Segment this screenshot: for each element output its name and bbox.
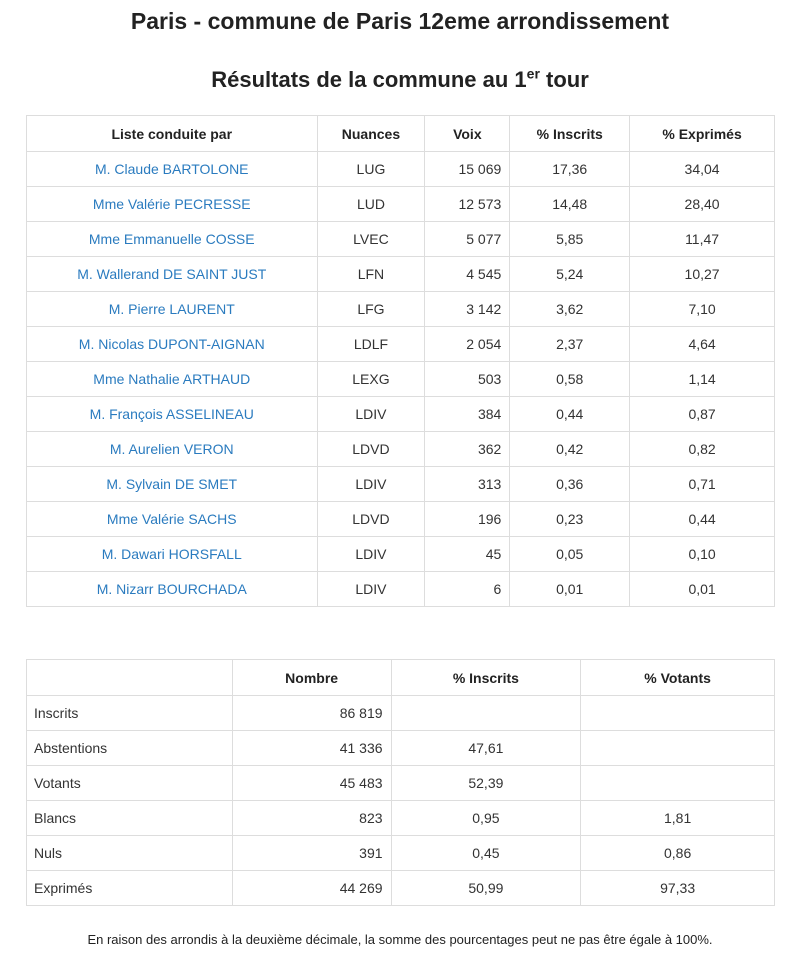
inscrits-cell: 5,85: [510, 222, 630, 257]
header-liste: Liste conduite par: [27, 116, 318, 152]
exprimes-cell: 0,10: [630, 537, 775, 572]
summary-nombre: 44 269: [232, 871, 391, 906]
inscrits-cell: 17,36: [510, 152, 630, 187]
nuance-cell: LEXG: [317, 362, 425, 397]
subtitle-main: Résultats de la commune au 1: [211, 67, 527, 92]
summary-header-inscrits: % Inscrits: [391, 660, 581, 696]
exprimes-cell: 28,40: [630, 187, 775, 222]
table-row: [27, 502, 775, 537]
exprimes-cell: 7,10: [630, 292, 775, 327]
table-row: [27, 187, 775, 222]
summary-table: [26, 659, 775, 906]
nuance-cell: LFG: [317, 292, 425, 327]
candidate-name-link[interactable]: Mme Emmanuelle COSSE: [27, 222, 318, 257]
table-row: [27, 871, 775, 906]
header-nuances: Nuances: [317, 116, 425, 152]
summary-label: Nuls: [27, 836, 233, 871]
table-row: [27, 222, 775, 257]
table-row: [27, 397, 775, 432]
table-row: [27, 731, 775, 766]
voix-cell: 503: [425, 362, 510, 397]
inscrits-cell: 0,05: [510, 537, 630, 572]
table-row: [27, 696, 775, 731]
candidate-name-link[interactable]: M. Dawari HORSFALL: [27, 537, 318, 572]
nuance-cell: LDVD: [317, 432, 425, 467]
nuance-cell: LDIV: [317, 397, 425, 432]
voix-cell: 313: [425, 467, 510, 502]
table-row: [27, 257, 775, 292]
summary-inscrits: 0,45: [391, 836, 581, 871]
nuance-cell: LUD: [317, 187, 425, 222]
candidate-name-link[interactable]: Mme Valérie SACHS: [27, 502, 318, 537]
inscrits-cell: 0,01: [510, 572, 630, 607]
exprimes-cell: 11,47: [630, 222, 775, 257]
summary-inscrits: 47,61: [391, 731, 581, 766]
table-row: [27, 836, 775, 871]
summary-votants: 0,86: [581, 836, 775, 871]
candidate-name-link[interactable]: M. François ASSELINEAU: [27, 397, 318, 432]
results-table: [26, 115, 775, 607]
summary-header-votants: % Votants: [581, 660, 775, 696]
inscrits-cell: 2,37: [510, 327, 630, 362]
inscrits-cell: 14,48: [510, 187, 630, 222]
exprimes-cell: 1,14: [630, 362, 775, 397]
summary-nombre: 86 819: [232, 696, 391, 731]
nuance-cell: LVEC: [317, 222, 425, 257]
exprimes-cell: 0,71: [630, 467, 775, 502]
table-row: [27, 766, 775, 801]
candidate-name-link[interactable]: M. Sylvain DE SMET: [27, 467, 318, 502]
header-exprimes: % Exprimés: [630, 116, 775, 152]
page-subtitle: [0, 63, 800, 97]
inscrits-cell: 0,42: [510, 432, 630, 467]
exprimes-cell: 0,01: [630, 572, 775, 607]
inscrits-cell: 0,44: [510, 397, 630, 432]
summary-votants: 1,81: [581, 801, 775, 836]
table-row: [27, 432, 775, 467]
summary-header-empty: [27, 660, 233, 696]
summary-votants: 97,33: [581, 871, 775, 906]
summary-label: Blancs: [27, 801, 233, 836]
summary-inscrits: 0,95: [391, 801, 581, 836]
table-row: [27, 801, 775, 836]
table-row: [27, 537, 775, 572]
nuance-cell: LDVD: [317, 502, 425, 537]
candidate-name-link[interactable]: Mme Valérie PECRESSE: [27, 187, 318, 222]
summary-nombre: 41 336: [232, 731, 391, 766]
candidate-name-link[interactable]: Mme Nathalie ARTHAUD: [27, 362, 318, 397]
summary-inscrits: [391, 696, 581, 731]
subtitle-rest: tour: [539, 67, 589, 92]
header-inscrits: % Inscrits: [510, 116, 630, 152]
exprimes-cell: 0,82: [630, 432, 775, 467]
subtitle-sup: er: [526, 65, 540, 82]
inscrits-cell: 3,62: [510, 292, 630, 327]
voix-cell: 4 545: [425, 257, 510, 292]
table-row: [27, 327, 775, 362]
nuance-cell: LFN: [317, 257, 425, 292]
summary-label: Exprimés: [27, 871, 233, 906]
nuance-cell: LDIV: [317, 572, 425, 607]
summary-nombre: 391: [232, 836, 391, 871]
table-row: [27, 572, 775, 607]
results-header-row: [27, 116, 775, 152]
page-title: Paris - commune de Paris 12eme arrondissement: [130, 8, 670, 34]
candidate-name-link[interactable]: M. Wallerand DE SAINT JUST: [27, 257, 318, 292]
candidate-name-link[interactable]: M. Nicolas DUPONT-AIGNAN: [27, 327, 318, 362]
inscrits-cell: 0,58: [510, 362, 630, 397]
nuance-cell: LDLF: [317, 327, 425, 362]
summary-header-row: [27, 660, 775, 696]
inscrits-cell: 5,24: [510, 257, 630, 292]
summary-nombre: 45 483: [232, 766, 391, 801]
candidate-name-link[interactable]: M. Aurelien VERON: [27, 432, 318, 467]
summary-inscrits: 50,99: [391, 871, 581, 906]
voix-cell: 6: [425, 572, 510, 607]
rounding-note: En raison des arrondis à la deuxième décimale, la somme des pourcentages peut ne pas être égale à 100%.: [87, 932, 713, 947]
candidate-name-link[interactable]: M. Nizarr BOURCHADA: [27, 572, 318, 607]
table-row: [27, 292, 775, 327]
voix-cell: 45: [425, 537, 510, 572]
inscrits-cell: 0,36: [510, 467, 630, 502]
inscrits-cell: 0,23: [510, 502, 630, 537]
summary-votants: [581, 766, 775, 801]
summary-header-nombre: Nombre: [232, 660, 391, 696]
summary-inscrits: 52,39: [391, 766, 581, 801]
candidate-name-link[interactable]: M. Claude BARTOLONE: [27, 152, 318, 187]
voix-cell: 2 054: [425, 327, 510, 362]
table-row: [27, 362, 775, 397]
voix-cell: 196: [425, 502, 510, 537]
exprimes-cell: 0,44: [630, 502, 775, 537]
exprimes-cell: 10,27: [630, 257, 775, 292]
voix-cell: 384: [425, 397, 510, 432]
table-row: [27, 467, 775, 502]
exprimes-cell: 4,64: [630, 327, 775, 362]
nuance-cell: LDIV: [317, 537, 425, 572]
summary-votants: [581, 696, 775, 731]
summary-label: Inscrits: [27, 696, 233, 731]
exprimes-cell: 0,87: [630, 397, 775, 432]
summary-label: Abstentions: [27, 731, 233, 766]
voix-cell: 15 069: [425, 152, 510, 187]
summary-label: Votants: [27, 766, 233, 801]
summary-votants: [581, 731, 775, 766]
voix-cell: 362: [425, 432, 510, 467]
summary-nombre: 823: [232, 801, 391, 836]
nuance-cell: LDIV: [317, 467, 425, 502]
nuance-cell: LUG: [317, 152, 425, 187]
header-voix: Voix: [425, 116, 510, 152]
voix-cell: 3 142: [425, 292, 510, 327]
exprimes-cell: 34,04: [630, 152, 775, 187]
candidate-name-link[interactable]: M. Pierre LAURENT: [27, 292, 318, 327]
voix-cell: 5 077: [425, 222, 510, 257]
voix-cell: 12 573: [425, 187, 510, 222]
table-row: [27, 152, 775, 187]
